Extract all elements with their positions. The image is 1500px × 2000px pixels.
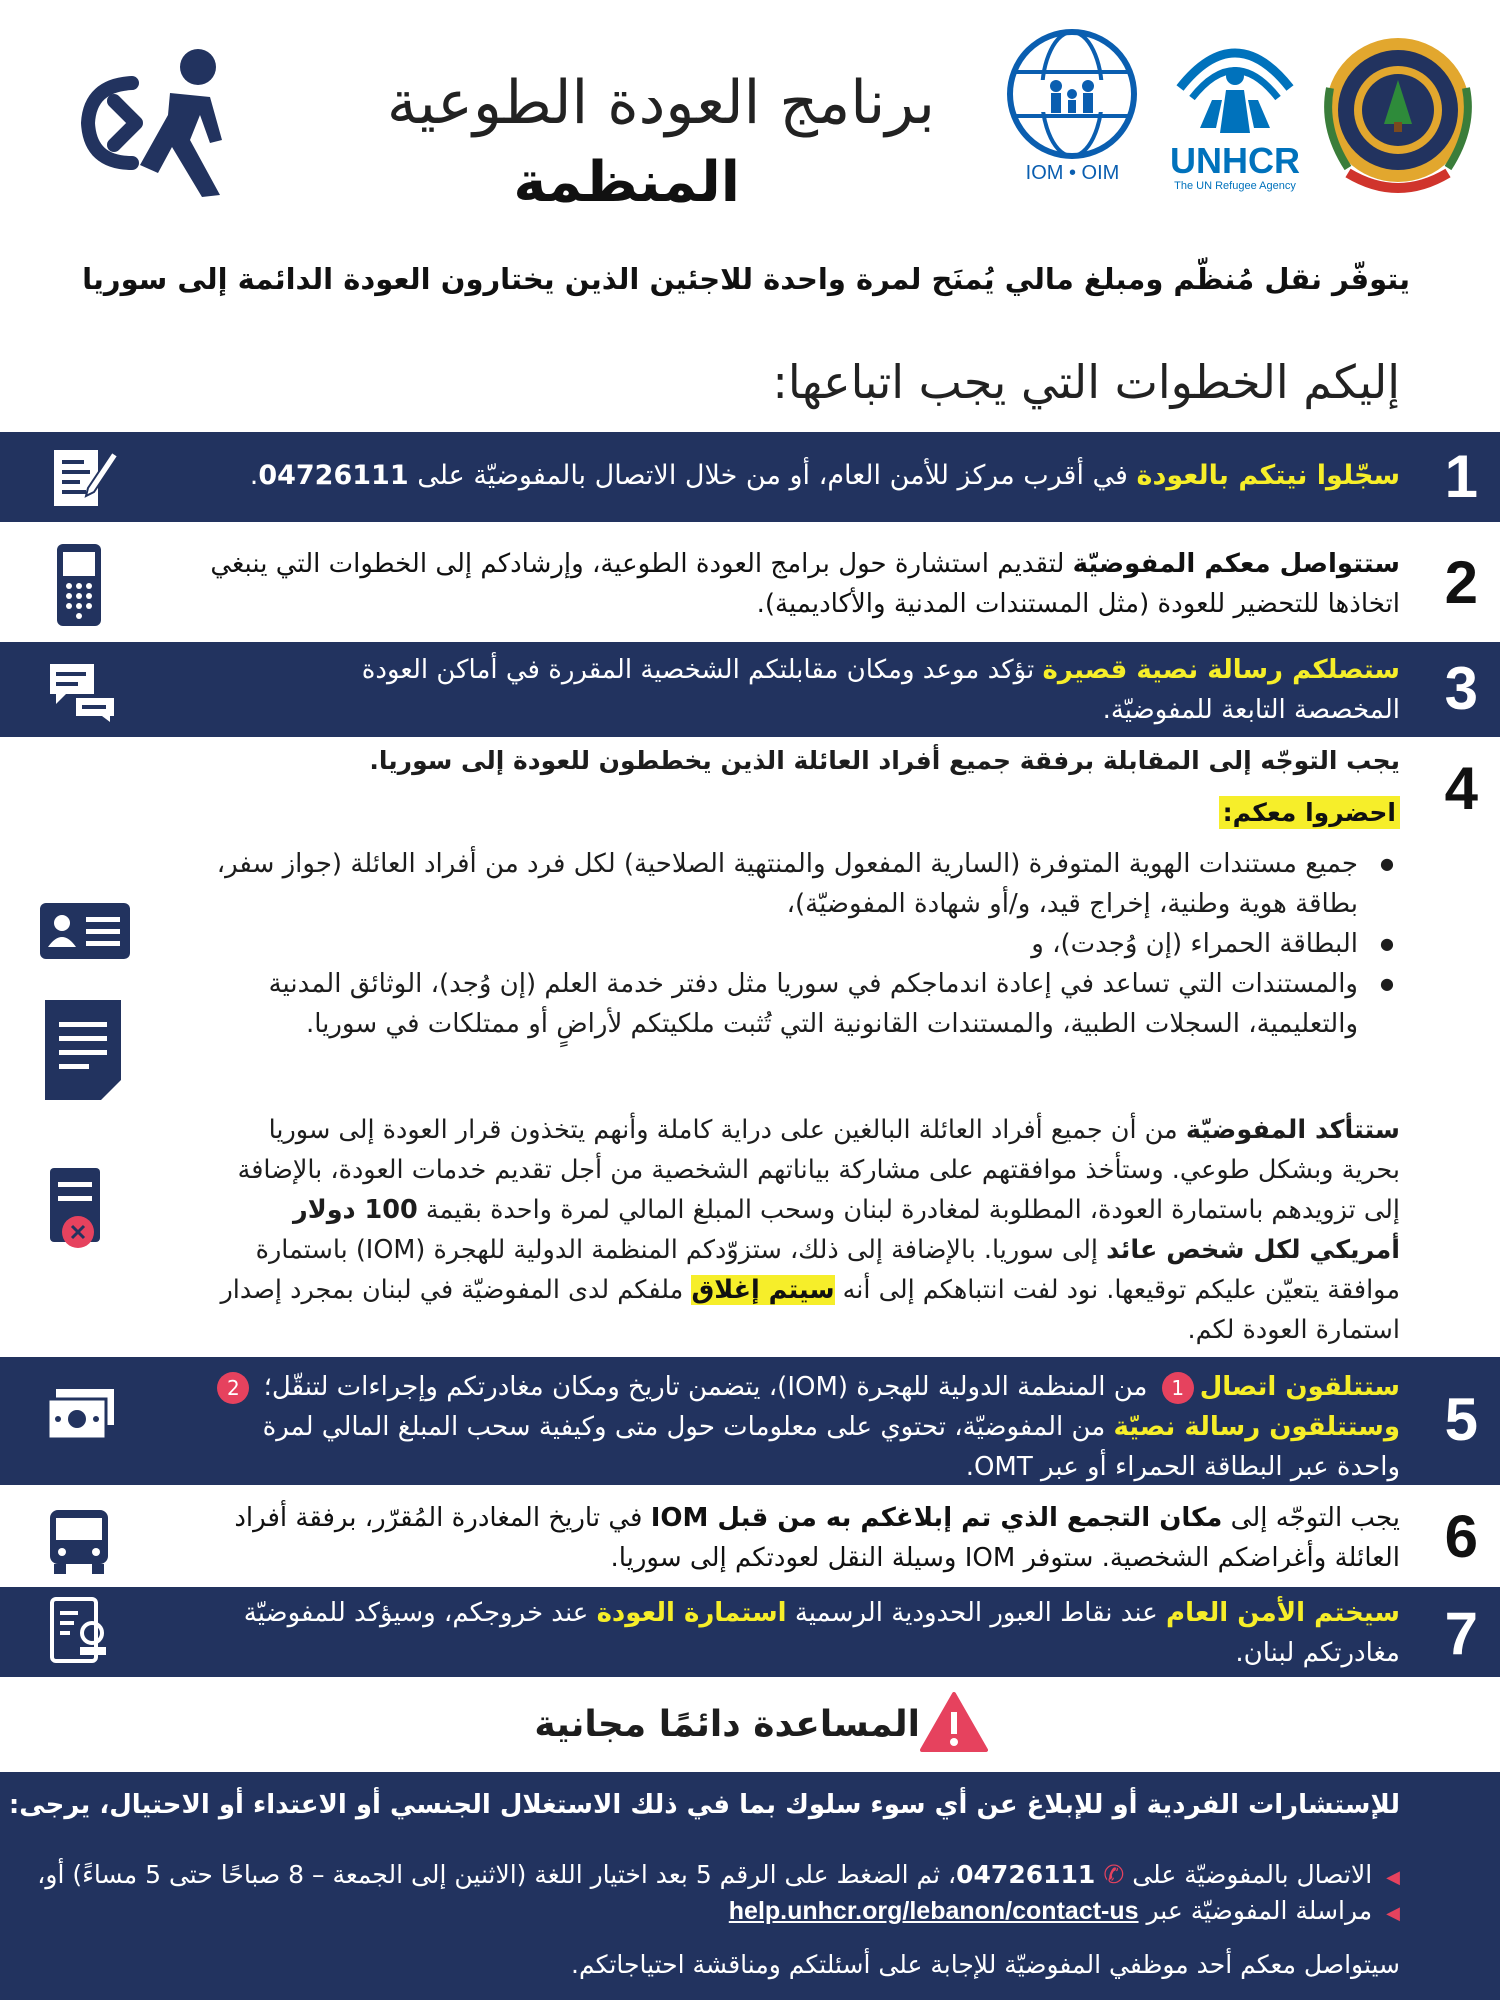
step-1	[0, 432, 1500, 522]
step-text	[200, 544, 1400, 624]
step-end: .	[249, 460, 259, 491]
step-number: 7	[1444, 1600, 1478, 1667]
cash-icon	[46, 1387, 116, 1443]
step-5	[0, 1357, 1500, 1485]
chat-bubbles-icon	[48, 660, 116, 724]
step-text	[340, 650, 1400, 730]
contact-link[interactable]: help.unhcr.org/lebanon/contact-us	[728, 1897, 1139, 1925]
step-7	[0, 1587, 1500, 1677]
step-body: عند نقاط العبور الحدودية الرسمية	[786, 1598, 1167, 1628]
step-number: 4	[1444, 755, 1478, 822]
list-item: ● جميع مستندات الهوية المتوفرة (السارية المفعول والمنتهية الصلاحية) لكل فرد من أفراد العائلة (جواز سفر، بطاقة هوية وطنية، إخراج قيد، و/أو شهادة المفوضيّة)،	[160, 844, 1400, 924]
step-text	[205, 1367, 1400, 1487]
document-icon	[45, 1000, 123, 1100]
step-highlight: سجّلوا نيتكم بالعودة	[1136, 460, 1400, 491]
contact-followup: سيتواصل معكم أحد موظفي المفوضيّة للإجابة على أسئلتكم ومناقشة احتياجاتكم.	[571, 1950, 1400, 1979]
step-bold: ستتواصل معكم المفوضيّة	[1072, 549, 1400, 579]
badge-2: 2	[217, 1372, 249, 1404]
badge-1: 1	[1162, 1372, 1194, 1404]
step-body: في أقرب مركز للأمن العام، أو من خلال الاتصال بالمفوضيّة على	[408, 460, 1137, 491]
step-number: 6	[1444, 1503, 1478, 1570]
step-number: 5	[1444, 1386, 1478, 1453]
step-number: 3	[1444, 655, 1478, 722]
contact-phone-line	[37, 1860, 1400, 1889]
contact-heading: للإستشارات الفردية أو للإبلاغ عن أي سوء سلوك بما في ذلك الاستغلال الجنسي أو الاعتداء أو الاحتيال، يرجى:	[8, 1790, 1400, 1820]
contact-phone-number[interactable]: 04726111	[956, 1860, 1096, 1889]
phone-number: 04726111	[258, 460, 409, 491]
stamp-form-icon	[50, 1597, 112, 1667]
step-3	[0, 642, 1500, 737]
list-item: ● والمستندات التي تساعد في إعادة اندماجكم في سوريا مثل دفتر خدمة العلم (إن وُجد)، الوثائق المدنية والتعليمية، السجلات الطبية، والمستندات القانونية التي تُثبت ملكيتكم لأراضٍ أو ممتلكات في سوريا.	[160, 964, 1400, 1044]
contact-text: الاتصال بالمفوضيّة على	[1124, 1860, 1373, 1889]
iom-logo	[1000, 28, 1145, 188]
step-highlight: سيختم الأمن العام	[1166, 1598, 1400, 1628]
unhcr-logo	[1160, 28, 1310, 193]
contact-text: ، ثم الضغط على الرقم 5 بعد اختيار اللغة (الاثنين إلى الجمعة – 8 صباحًا حتى 5 مساءً) أو،	[37, 1860, 957, 1889]
step-body: لتقديم استشارة حول برامج العودة الطوعية، وإرشادكم إلى الخطوات التي ينبغي اتخاذها للتحضير للعودة (مثل المستندات المدنية والأكاديمية).	[210, 549, 1400, 619]
step-2	[0, 530, 1500, 640]
general-security-emblem	[1318, 28, 1478, 198]
contact-section	[0, 1772, 1500, 2000]
form-pen-icon	[48, 444, 120, 512]
step-number: 1	[1444, 443, 1478, 510]
arrow-bullet-icon: ◀	[1386, 1867, 1400, 1888]
iom-logo-text: IOM • OIM	[1025, 162, 1120, 184]
warning-icon	[920, 1692, 988, 1754]
contact-web-line	[729, 1896, 1400, 1926]
step-body: تؤكد موعد ومكان مقابلتكم الشخصية المقررة في أماكن العودة المخصصة التابعة للمفوضيّة.	[361, 655, 1400, 725]
step-highlight: استمارة العودة	[596, 1598, 787, 1628]
page-title-line2: المنظمة	[513, 150, 740, 215]
step-highlight: وستتلقون رسالة نصيّة	[1113, 1412, 1400, 1442]
walking-person-return-icon	[70, 45, 245, 200]
phone-icon: ✆	[1103, 1860, 1125, 1889]
step-body: عند خروجكم، وسيؤكد للمفوضيّة مغادرتكم لبنان.	[243, 1598, 1400, 1668]
step-body: من المنظمة الدولية للهجرة (IOM)، يتضمن تاريخ ومكان مغادرتكم وإجراءات لتنقّل؛	[255, 1372, 1156, 1402]
para-text: من أن جميع أفراد العائلة البالغين على دراية كاملة وأنهم يتخذون قرار العودة إلى سوريا بحرية وبشكل طوعي. وستأخذ موافقتهم على مشاركة بياناتهم الشخصية من أجل تقديم خدمات العودة، بالإضافة إلى تزويدهم باستمارة العودة، المطلوبة لمغادرة لبنان وسحب المبلغ المالي لمرة واحدة بقيمة	[237, 1115, 1400, 1225]
step-body: يجب التوجّه إلى	[1222, 1503, 1400, 1533]
arrow-bullet-icon: ◀	[1386, 1903, 1400, 1924]
documents-list	[160, 844, 1400, 1044]
unhcr-tagline: The UN Refugee Agency	[1174, 180, 1296, 192]
step-body: من المفوضيّة، تحتوي على معلومات حول متى وكيفية سحب المبلغ المالي لمرة واحدة عبر البطاقة الحمراء أو عبر OMT.	[262, 1412, 1400, 1482]
step-text	[200, 456, 1400, 496]
header	[0, 0, 1500, 240]
contact-text: مراسلة المفوضيّة عبر	[1138, 1896, 1373, 1925]
mobile-phone-icon	[55, 542, 103, 628]
subtitle: يتوفّر نقل مُنظّم ومبلغ مالي يُمنَح لمرة واحدة للاجئين الذين يختارون العودة الدائمة إلى سوريا	[82, 262, 1410, 296]
step-bold: مكان التجمع الذي تم إبلاغكم به من قبل IOM	[650, 1503, 1223, 1533]
file-closure-highlight: سيتم إغلاق	[691, 1275, 835, 1305]
free-assistance-row	[0, 1692, 1500, 1770]
step-4	[0, 740, 1500, 1355]
step-intro: يجب التوجّه إلى المقابلة برفقة جميع أفراد العائلة الذين يخططون للعودة إلى سوريا.	[369, 746, 1400, 775]
page-title-line1: برنامج العودة الطوعية	[386, 68, 935, 138]
free-assistance-text: المساعدة دائمًا مجانية	[534, 1704, 920, 1745]
document-cancel-icon	[48, 1168, 110, 1256]
step-number: 2	[1444, 549, 1478, 616]
bring-label: احضروا معكم:	[1219, 796, 1400, 829]
unhcr-logo-text: UNHCR	[1170, 140, 1300, 181]
step-highlight: ستتلقون اتصال	[1199, 1372, 1400, 1402]
para-bold: ستتأكد المفوضيّة	[1185, 1115, 1400, 1145]
bus-icon	[46, 1508, 112, 1576]
step-text	[210, 1593, 1400, 1673]
para-text: إلى سوريا. بالإضافة إلى ذلك، ستزوّدكم المنظمة الدولية للهجرة (IOM) باستمارة موافقة يتعيّن عليكم توقيعها. نود لفت انتباهكم إلى أنه	[255, 1235, 1400, 1305]
step-highlight: ستصلكم رسالة نصية قصيرة	[1042, 655, 1400, 685]
step-6	[0, 1492, 1500, 1586]
step-text	[200, 1498, 1400, 1578]
list-item: ● البطاقة الحمراء (إن وُجدت)، و	[160, 924, 1400, 964]
amount-text: 100 دولار أمريكي لكل شخص عائد	[293, 1195, 1400, 1265]
para-text: ملفكم لدى المفوضيّة في لبنان بمجرد إصدار استمارة العودة لكم.	[220, 1275, 1400, 1345]
step-body: في تاريخ المغادرة المُقرّر، برفقة أفراد العائلة وأغراضكم الشخصية. ستوفر IOM وسيلة النقل لعودتكم إلى سوريا.	[234, 1503, 1400, 1573]
steps-heading: إليكم الخطوات التي يجب اتباعها:	[772, 355, 1400, 409]
id-card-icon	[40, 903, 130, 959]
confirmation-paragraph	[210, 1110, 1400, 1350]
